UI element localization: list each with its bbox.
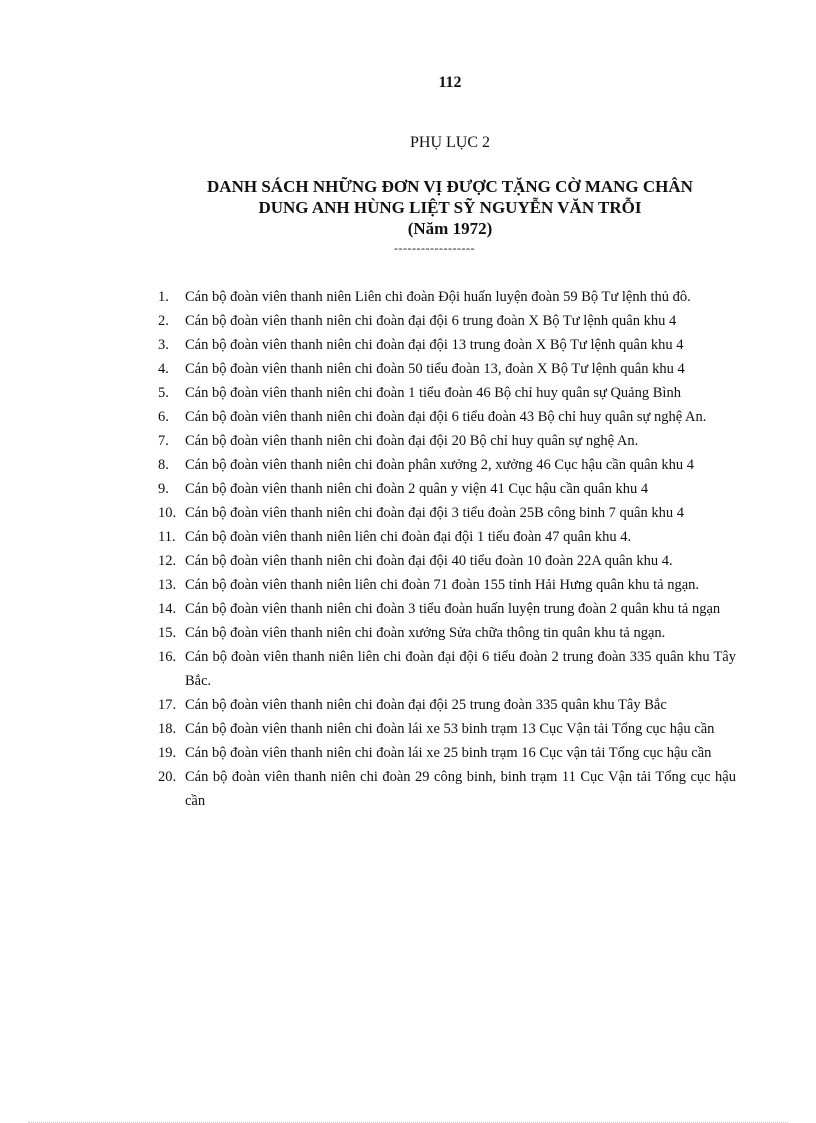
list-item: [0, 621, 736, 645]
list-item: [0, 501, 736, 525]
item-number: 15.: [158, 625, 177, 641]
list-item: [0, 477, 736, 501]
title-line: DUNG ANH HÙNG LIỆT SỸ NGUYỄN VĂN TRỖI: [258, 198, 642, 217]
item-text: Cán bộ đoàn viên thanh niên chi đoàn đại đội 6 tiểu đoàn 43 Bộ chỉ huy quân sự nghệ An.: [185, 409, 707, 425]
unit-list: [0, 285, 816, 813]
item-text: Cán bộ đoàn viên thanh niên chi đoàn đại đội 3 tiểu đoàn 25B công binh 7 quân khu 4: [185, 505, 684, 521]
list-item: [0, 645, 736, 693]
title-line: DANH SÁCH NHỮNG ĐƠN VỊ ĐƯỢC TẶNG CỜ MANG CHÂN: [207, 177, 693, 196]
item-text: Cán bộ đoàn viên thanh niên chi đoàn 2 quân y viện 41 Cục hậu cần quân khu 4: [185, 481, 649, 497]
item-text: Cán bộ đoàn viên thanh niên Liên chi đoàn Đội huấn luyện đoàn 59 Bộ Tư lệnh thủ đô.: [185, 289, 691, 305]
item-text: Cán bộ đoàn viên thanh niên chi đoàn 1 tiểu đoàn 46 Bộ chỉ huy quân sự Quảng Bình: [185, 385, 681, 401]
item-number: 2.: [158, 313, 169, 329]
list-item: [0, 741, 736, 765]
page-number: 112: [438, 74, 462, 91]
item-number: 11.: [158, 529, 176, 545]
item-number: 4.: [158, 361, 169, 377]
document-title: [0, 176, 816, 239]
item-text: Cán bộ đoàn viên thanh niên chi đoàn xưởng Sửa chữa thông tin quân khu tả ngạn.: [185, 625, 666, 641]
item-text: Cán bộ đoàn viên thanh niên chi đoàn đại đội 13 trung đoàn X Bộ Tư lệnh quân khu 4: [185, 337, 684, 353]
title-separator: ------------------: [394, 241, 475, 255]
list-item: [0, 549, 736, 573]
item-text: Cán bộ đoàn viên thanh niên liên chi đoàn đại đội 1 tiểu đoàn 47 quân khu 4.: [185, 529, 632, 545]
item-number: 9.: [158, 481, 169, 497]
item-text: Cán bộ đoàn viên thanh niên liên chi đoàn đại đội 6 tiểu đoàn 2 trung đoàn 335 quân khu Tây Bắc.: [185, 649, 736, 689]
item-number: 8.: [158, 457, 169, 473]
item-number: 16.: [158, 649, 177, 665]
item-number: 19.: [158, 745, 177, 761]
item-text: Cán bộ đoàn viên thanh niên chi đoàn lái xe 53 binh trạm 13 Cục Vận tải Tổng cục hậu cần: [185, 721, 715, 737]
item-number: 14.: [158, 601, 177, 617]
item-text: Cán bộ đoàn viên thanh niên chi đoàn lái xe 25 binh trạm 16 Cục vận tải Tổng cục hậu cần: [185, 745, 712, 761]
title-year: (Năm 1972): [407, 219, 493, 238]
item-text: Cán bộ đoàn viên thanh niên chi đoàn đại đội 40 tiểu đoàn 10 đoàn 22A quân khu 4.: [185, 553, 673, 569]
list-item: [0, 765, 736, 813]
item-number: 20.: [158, 769, 177, 785]
list-item: [0, 693, 736, 717]
list-item: [0, 357, 736, 381]
list-item: [0, 309, 736, 333]
list-item: [0, 405, 736, 429]
item-number: 3.: [158, 337, 169, 353]
list-item: [0, 429, 736, 453]
item-text: Cán bộ đoàn viên thanh niên chi đoàn đại đội 20 Bộ chỉ huy quân sự nghệ An.: [185, 433, 639, 449]
item-number: 10.: [158, 505, 177, 521]
list-item: [0, 285, 736, 309]
item-number: 13.: [158, 577, 177, 593]
list-item: [0, 381, 736, 405]
list-item: [0, 453, 736, 477]
item-text: Cán bộ đoàn viên thanh niên chi đoàn 29 công binh, binh trạm 11 Cục Vận tải Tổng cục hậu cần: [185, 769, 736, 809]
list-item: [0, 717, 736, 741]
item-text: Cán bộ đoàn viên thanh niên chi đoàn phân xưởng 2, xưởng 46 Cục hậu cần quân khu 4: [185, 457, 695, 473]
item-text: Cán bộ đoàn viên thanh niên chi đoàn đại đội 6 trung đoàn X Bộ Tư lệnh quân khu 4: [185, 313, 677, 329]
item-number: 1.: [158, 289, 169, 305]
item-text: Cán bộ đoàn viên thanh niên chi đoàn 3 tiểu đoàn huấn luyện trung đoàn 2 quân khu tả ngạn: [185, 601, 721, 617]
item-text: Cán bộ đoàn viên thanh niên chi đoàn 50 tiểu đoàn 13, đoàn X Bộ Tư lệnh quân khu 4: [185, 361, 685, 377]
list-item: [0, 597, 736, 621]
list-item: [0, 573, 736, 597]
item-number: 6.: [158, 409, 169, 425]
list-item: [0, 525, 736, 549]
item-number: 12.: [158, 553, 177, 569]
item-number: 17.: [158, 697, 177, 713]
appendix-title: PHỤ LỤC 2: [409, 134, 490, 151]
item-number: 5.: [158, 385, 169, 401]
item-text: Cán bộ đoàn viên thanh niên chi đoàn đại đội 25 trung đoàn 335 quân khu Tây Bắc: [185, 697, 667, 713]
item-number: 18.: [158, 721, 177, 737]
item-number: 7.: [158, 433, 169, 449]
list-item: [0, 333, 736, 357]
item-text: Cán bộ đoàn viên thanh niên liên chi đoàn 71 đoàn 155 tỉnh Hải Hưng quân khu tả ngạn.: [185, 577, 700, 593]
